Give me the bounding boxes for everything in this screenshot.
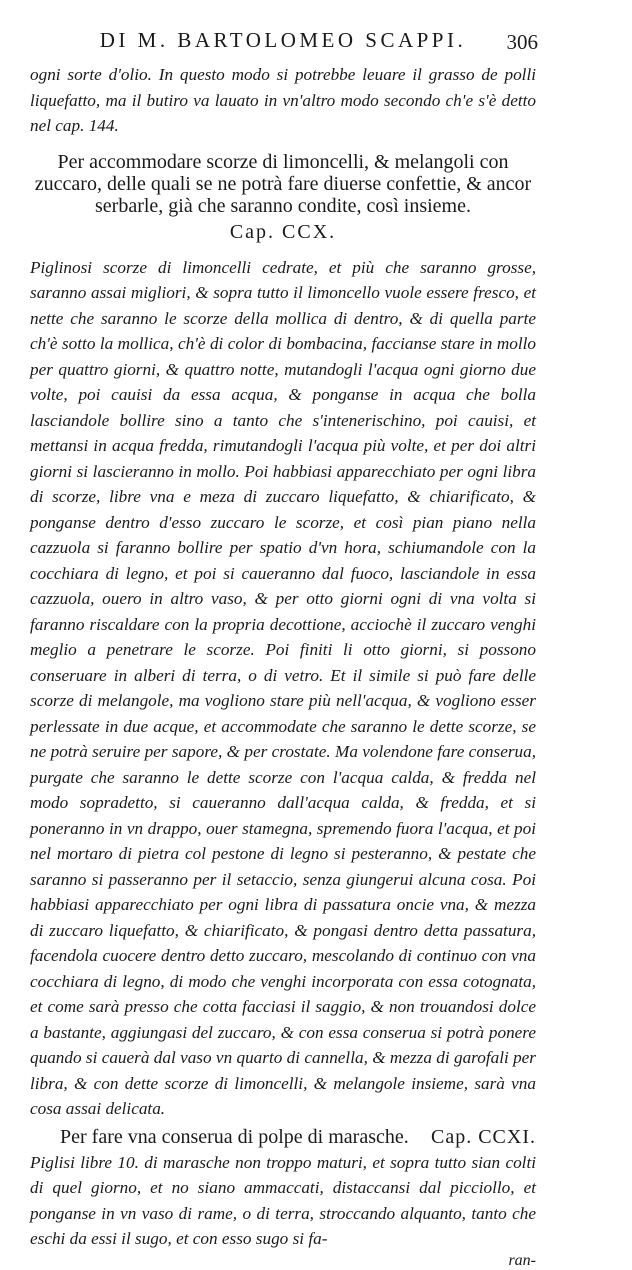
- chapter-211-title: Per fare vna conserua di polpe di marasche.: [60, 1125, 409, 1148]
- catchword: ran-: [508, 1251, 536, 1269]
- page-number: 306: [506, 30, 538, 54]
- chapter-210-number: Cap. CCX.: [229, 220, 337, 243]
- chapter-210-heading: [30, 151, 536, 243]
- chapter-211-heading: [30, 1126, 536, 1148]
- running-head: [30, 28, 536, 58]
- chapter-211-body: Piglisi libre 10. di marasche non troppo maturi, et sopra tutto sian colti di quel giorno, et no siano ammaccati, distaccansi dal picciollo, et ponganse in vn vaso di rame, o di terra, stroccando alquanto, tanto che eschi da essi il sugo, et con esso sugo si fa-: [30, 1152, 536, 1248]
- chapter-210-body: Piglinosi scorze di limoncelli cedrate, et più che saranno grosse, saranno assai migliori, & sopra tutto il limoncello vuole essere fresco, et nette che saranno le scorze della mollica di dentro, & di quella parte ch'è sotto la mollica, ch'è di color di bombacina, faccianse stare in mollo per quattro giorni, & quattro notte, mutandogli l'acqua ogni giorno due volte, poi cauisi da essa acqua, & ponganse in acqua che bolla lasciandole bollire sino a tanto che s'intenerischino, poi cauisi, et mettansi in acqua fredda, rimutandogli l'acqua più volte, et per doi altri giorni si lascieranno in mollo. Poi habbiasi apparecchiato per ogni libra di scorze, libre vna e meza di zuccaro liquefatto, & chiarificato, & ponganse dentro d'esso zuccaro le scorze, et così pian piano nella cazzuola si faranno bollire per spatio d'vn hora, schiumandole con la cocchiara di legno, et poi si caueranno dal fuoco, lasciandole in essa cazzuola, ouero in altro vaso, & per otto giorni ogni di vna volta si faranno riscaldare con la propria decottione, acciochè il zuccaro venghi meglio a penetrare le scorze. Poi finiti li otto giorni, si possono conseruare in alberi di terra, o di vetro. Et il simile si può fare delle scorze di melangole, ma vogliono stare più nell'acqua, & vogliono esser perlessate in due acque, et accommodate che saranno le dette scorze, se ne potrà seruire per sapore, & per crostate. Ma volendone fare conserua, purgate che saranno le dette scorze con l'acqua calda, & fredda nel modo sopradetto, si caueranno dall'acqua calda, & fredda, et si poneranno in vn drappo, ouer stamegna, spremendo fuora l'acqua, et poi nel mortaro di pietra col pestone di legno si pesteranno, & pestate che saranno si passeranno per il setaccio, senza giungerui alcuna cosa. Poi habbiasi apparecchiato per ogni libra di passatura oncie vna, & mezza di zuccaro liquefatto, & chiarificato, & pongasi dentro detta passatura, facendola cuocere dentro detto zuccaro, mescolando di continuo con vna cocchiara di legno, di modo che venghi incorporata con essa cotognata, et come sarà presso che cotta facciasi il saggio, & non trouandosi dolce a bastante, aggiungasi del zuccaro, & con essa conserua si potrà ponere quando si cauerà dal vaso vn quarto di cannella, & mezza di garofali per libra, & con dette scorze di limoncelli, & melangole insieme, sarà vna cosa assai delicata.: [30, 257, 536, 1118]
- continuation-paragraph: ogni sorte d'olio. In questo modo si potrebbe leuare il grasso de polli liquefatto, ma il butiro va lauato in vn'altro modo secondo ch'e s'è detto nel cap. 144.: [30, 65, 536, 135]
- chapter-211-number: Cap. CCXI.: [431, 1125, 536, 1148]
- chapter-210-title: Per accommodare scorze di limoncelli, & melangoli con zuccaro, delle quali se ne potrà fare diuerse confettie, & ancor serbarle, già che saranno condite, così insieme.: [34, 150, 532, 217]
- running-title: DI M. BARTOLOMEO SCAPPI.: [99, 28, 467, 52]
